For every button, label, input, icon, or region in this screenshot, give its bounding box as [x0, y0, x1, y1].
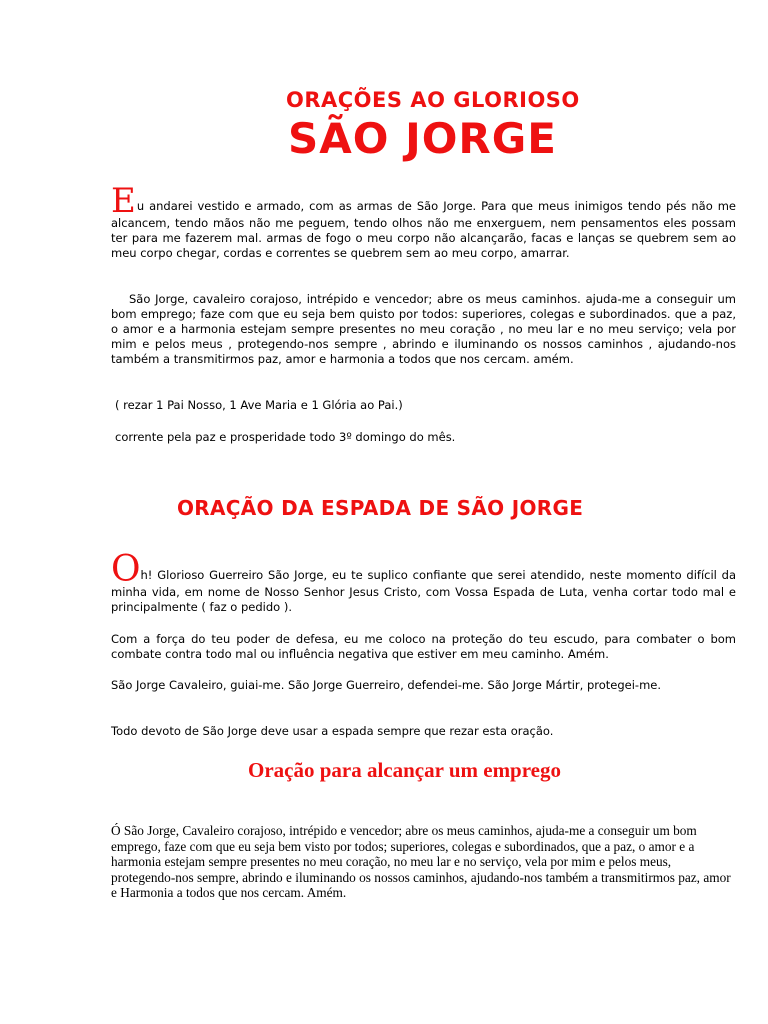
- dropcap-o: O: [111, 549, 141, 590]
- section3-title: Oração para alcançar um emprego: [248, 758, 562, 782]
- section1-title-line1: ORAÇÕES AO GLORIOSO: [286, 88, 580, 112]
- section1-paragraph1: [111, 181, 736, 261]
- section2-paragraph2: Com a força do teu poder de defesa, eu me coloco na proteção do teu escudo, para combater o bom combate contra todo mal ou influência negativa que estiver em meu caminho. Amém.: [111, 632, 736, 661]
- section2-title: ORAÇÃO DA ESPADA DE SÃO JORGE: [177, 496, 584, 520]
- section1-paragraph1-text: u andarei vestido e armado, com as armas de São Jorge. Para que meus inimigos tendo pés não me alcancem, tendo mãos não me peguem, tendo olhos não me enxerguem, nem pensamentos eles possam ter para me fazerem mal. armas de fogo o meu corpo não alcançarão, facas e lanças se quebrem sem ao meu corpo chegar, cordas e correntes se quebrem sem ao meu corpo, amarrar.: [111, 199, 736, 260]
- section1-paragraph2: São Jorge, cavaleiro corajoso, intrépido e vencedor; abre os meus caminhos. ajuda-me a conseguir um bom emprego; faze com que eu seja bem quisto por todos: superiores, colegas e subordinados. que a paz, o amor e a harmonia estejam sempre presentes no meu coração , no meu lar e no meu serviço; vela por mim e pelos meus , protegendo-nos sempre , abrindo e iluminando os nossos caminhos , ajudando-nos também a transmitirmos paz, amor e harmonia a todos que nos cercam. amém.: [111, 292, 736, 366]
- section2-paragraph1: [111, 549, 736, 615]
- dropcap-e: E: [111, 181, 136, 221]
- section1-title-line2: SÃO JORGE: [288, 114, 557, 163]
- section1-note: ( rezar 1 Pai Nosso, 1 Ave Maria e 1 Glória ao Pai.): [115, 398, 403, 412]
- section1-note2: corrente pela paz e prosperidade todo 3º domingo do mês.: [115, 430, 456, 444]
- section2-paragraph4: Todo devoto de São Jorge deve usar a espada sempre que rezar esta oração.: [111, 724, 554, 738]
- section2-paragraph3: São Jorge Cavaleiro, guiai-me. São Jorge Guerreiro, defendei-me. São Jorge Mártir, protegei-me.: [111, 678, 662, 692]
- section3-paragraph: Ó São Jorge, Cavaleiro corajoso, intrépido e vencedor; abre os meus caminhos, ajuda-me a conseguir um bom emprego, faze com que eu seja bem visto por todos; superiores, colegas e subordinados, que a paz, o amor e a harmonia estejam sempre presentes no meu coração, no meu lar e no serviço, vela por mim e pelos meus, protegendo-nos sempre, abrindo e iluminando os nossos caminhos, ajudando-nos também a transmitirmos paz, amor e Harmonia a todos que nos cercam. Amém.: [111, 823, 731, 900]
- section2-paragraph1-text: h! Glorioso Guerreiro São Jorge, eu te suplico confiante que serei atendido, neste momento difícil da minha vida, em nome de Nosso Senhor Jesus Cristo, com Vossa Espada de Luta, venha cortar todo mal e principalmente ( faz o pedido ).: [111, 568, 736, 614]
